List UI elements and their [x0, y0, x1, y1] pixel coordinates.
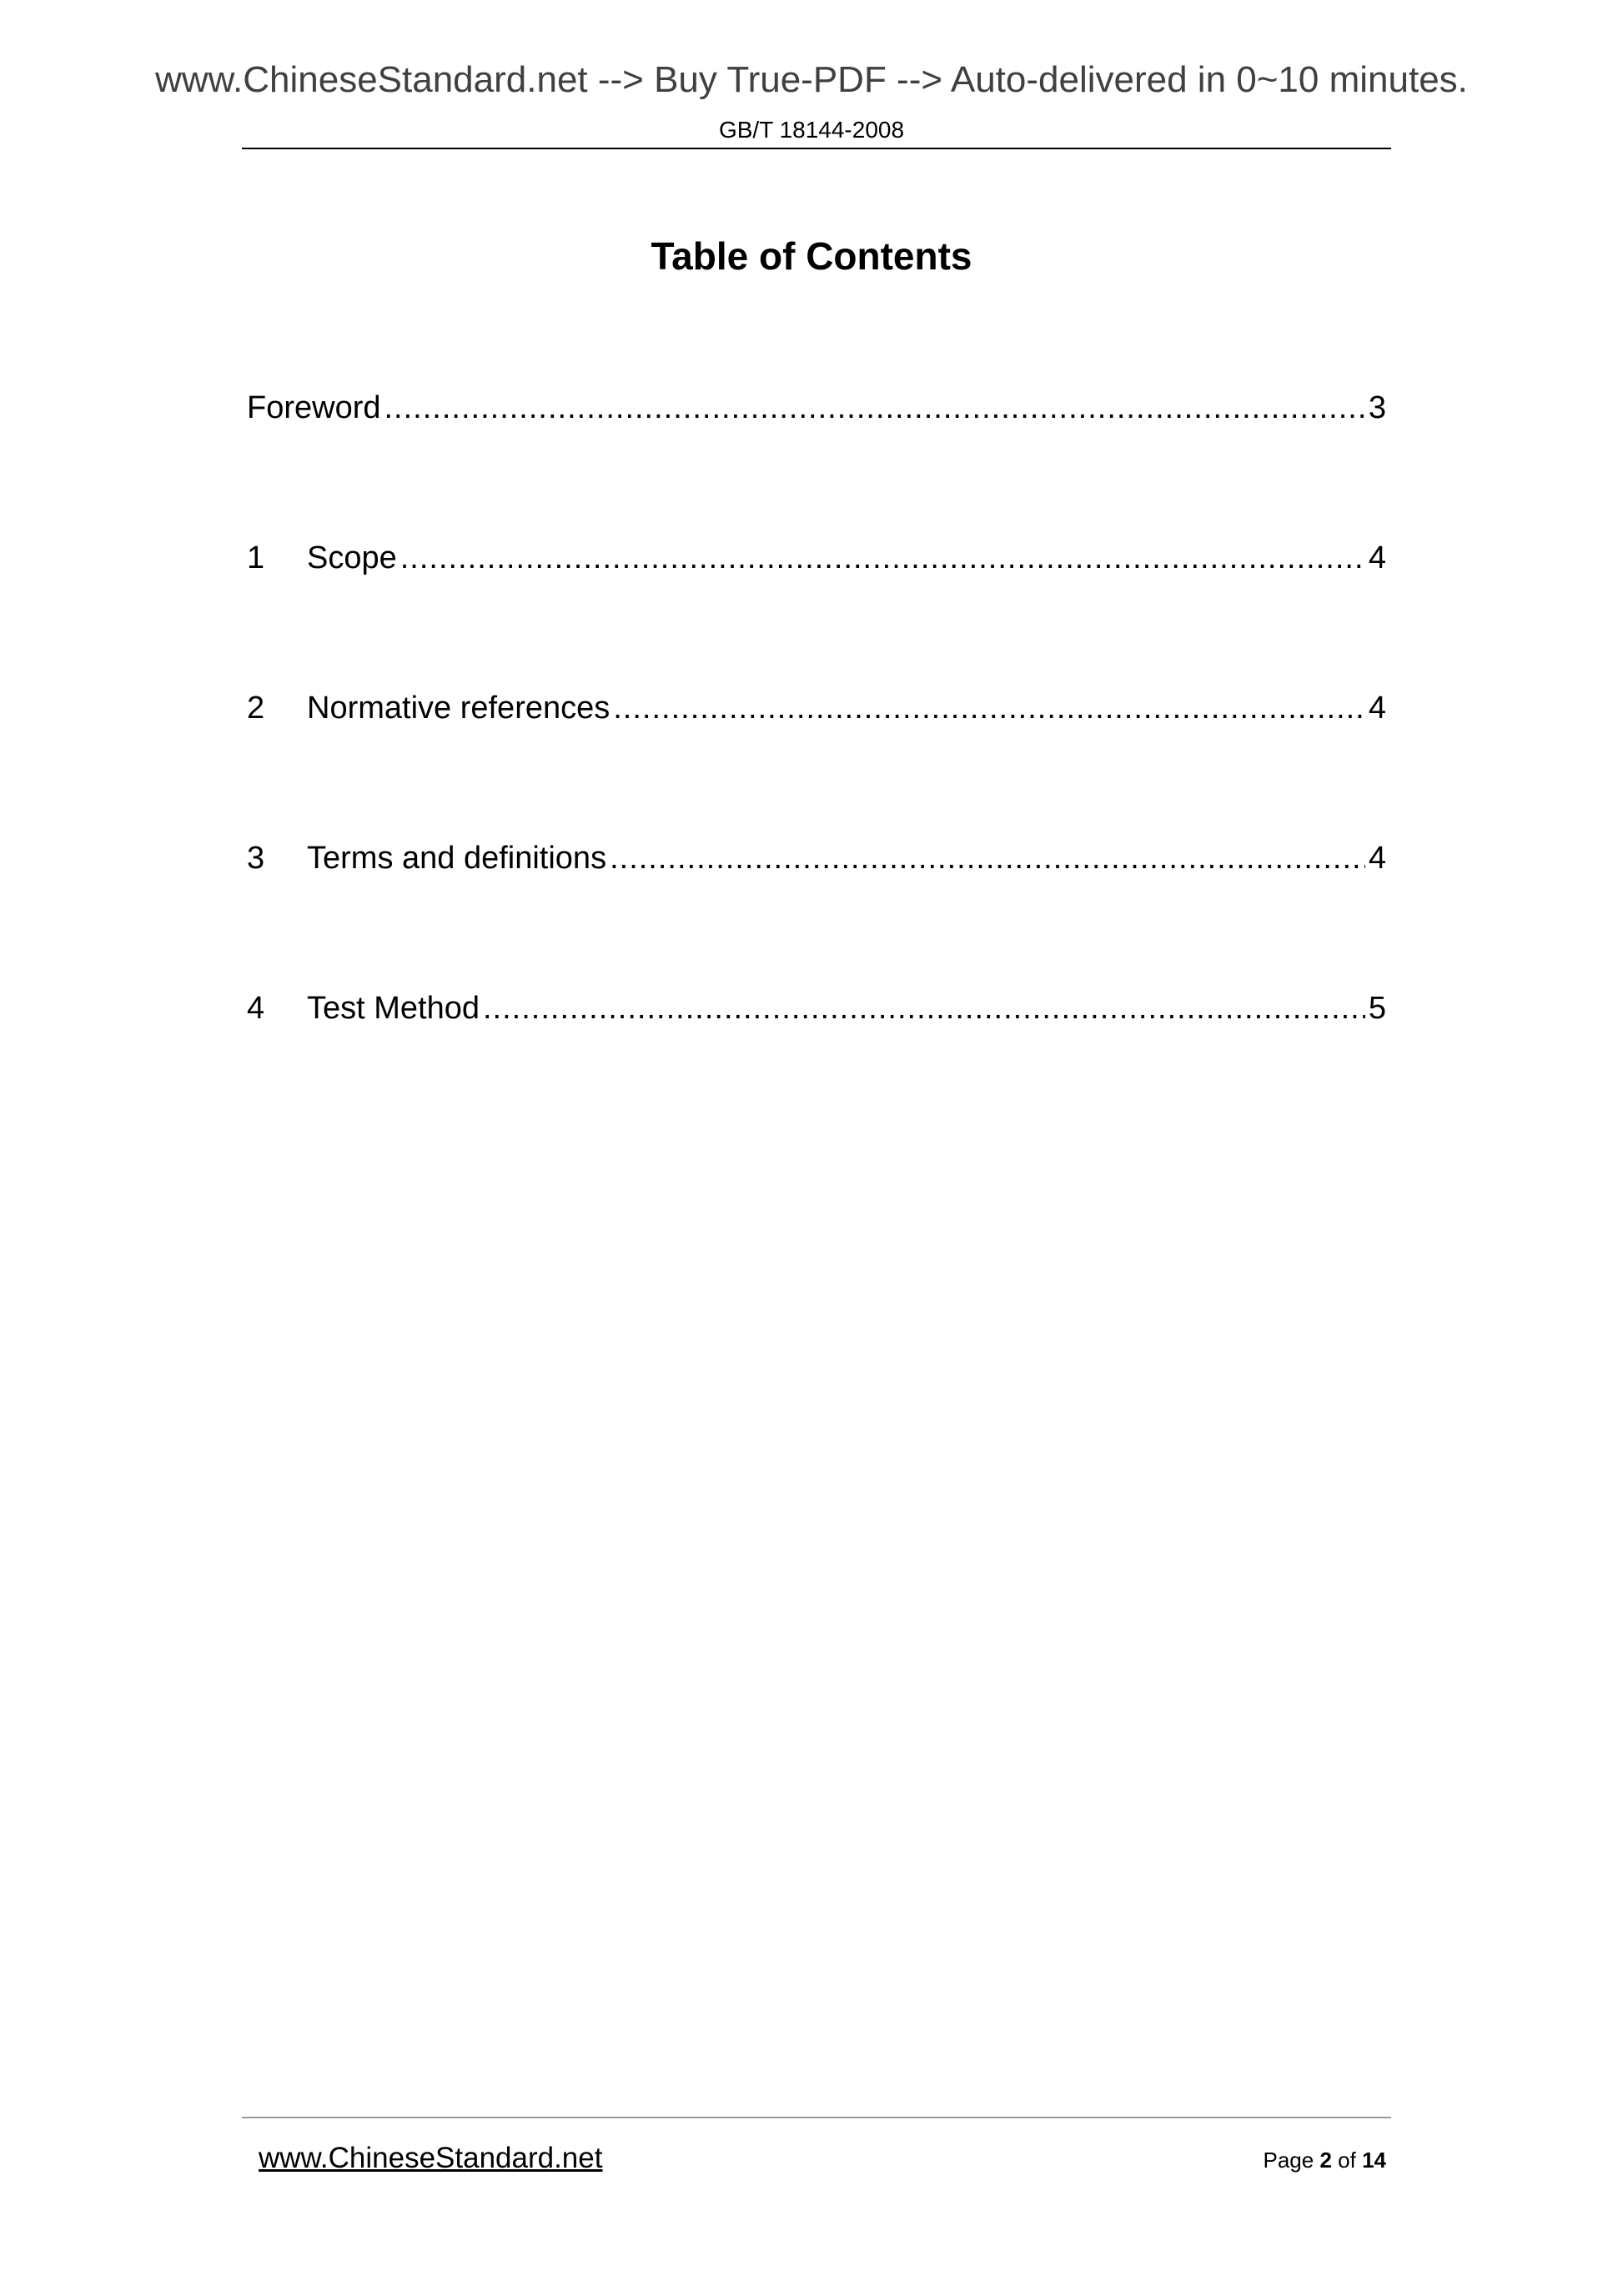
toc-entry-label: Foreword — [247, 390, 381, 425]
toc-entry-number: 2 — [247, 691, 265, 726]
header-divider — [242, 148, 1391, 149]
toc-entry-foreword[interactable] — [247, 392, 1386, 542]
toc-entry-page: 4 — [1368, 841, 1386, 876]
toc-entry-scope[interactable] — [247, 542, 1386, 692]
toc-entry-number: 3 — [247, 841, 265, 876]
toc-entry-terms-and-definitions[interactable] — [247, 842, 1386, 992]
toc-entry-normative-references[interactable] — [247, 692, 1386, 842]
page-number — [1263, 2148, 1386, 2173]
toc-dot-leader — [400, 542, 1365, 574]
page-current: 2 — [1319, 2148, 1332, 2173]
toc-entry-page: 4 — [1368, 540, 1386, 575]
page-of: of — [1338, 2148, 1356, 2173]
standard-code: GB/T 18144-2008 — [718, 117, 905, 143]
toc-entry-number: 1 — [247, 540, 265, 575]
toc-dot-leader — [483, 992, 1365, 1024]
toc-entry-page: 3 — [1368, 390, 1386, 425]
footer-divider — [242, 2117, 1391, 2118]
toc-entry-label: Terms and definitions — [307, 841, 607, 876]
site-banner: www.ChineseStandard.net --> Buy True-PDF --> Auto-delivered in 0~10 minutes. — [155, 59, 1468, 100]
toc-list — [247, 392, 1386, 1143]
toc-dot-leader — [613, 692, 1365, 724]
toc-entry-test-method[interactable] — [247, 992, 1386, 1143]
page-total: 14 — [1362, 2148, 1386, 2173]
toc-entry-label: Normative references — [307, 691, 611, 726]
toc-title: Table of Contents — [651, 234, 972, 278]
toc-entry-page: 5 — [1368, 991, 1386, 1026]
toc-entry-label: Test Method — [307, 991, 480, 1026]
page-prefix: Page — [1263, 2148, 1314, 2173]
toc-entry-label: Scope — [307, 540, 397, 575]
toc-dot-leader — [610, 842, 1365, 874]
toc-dot-leader — [384, 392, 1365, 424]
toc-entry-page: 4 — [1368, 691, 1386, 726]
toc-entry-number: 4 — [247, 991, 265, 1026]
footer-site-link[interactable]: www.ChineseStandard.net — [259, 2142, 603, 2174]
